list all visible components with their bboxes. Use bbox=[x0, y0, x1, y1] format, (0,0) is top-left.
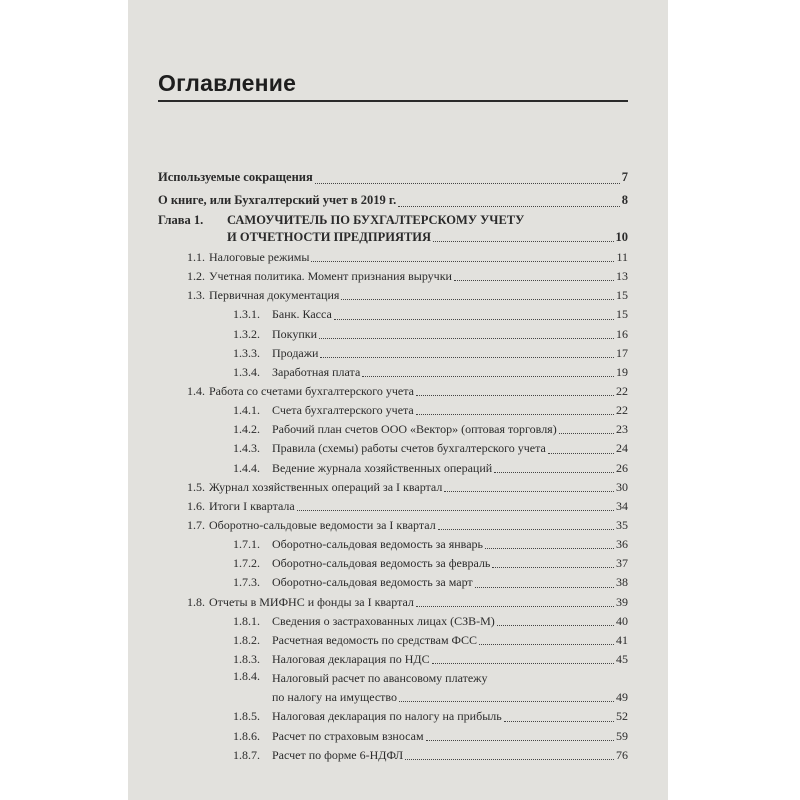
toc-entry-page: 35 bbox=[616, 517, 628, 532]
toc-entry-number: 1.6. bbox=[187, 498, 205, 513]
chapter-label: Глава 1. bbox=[158, 213, 204, 227]
toc-entry[interactable] bbox=[158, 593, 628, 612]
toc-entry-page: 52 bbox=[616, 709, 628, 724]
toc-entry-page: 26 bbox=[616, 460, 628, 475]
toc-entry-title: Продажи bbox=[272, 345, 319, 360]
toc-entry-page: 24 bbox=[616, 441, 628, 456]
dot-leader bbox=[315, 183, 620, 184]
toc-entry-number: 1.3.3. bbox=[233, 345, 260, 360]
dot-leader bbox=[405, 759, 614, 760]
toc-entry-title: Оборотно-сальдовая ведомость за февраль bbox=[272, 556, 491, 571]
toc-entry[interactable] bbox=[158, 516, 628, 535]
dot-leader bbox=[454, 280, 614, 281]
toc-entry[interactable] bbox=[158, 459, 628, 478]
toc-entry-title: Банк. Касса bbox=[272, 307, 332, 322]
toc-entry-title: Сведения о застрахованных лицах (СЗВ-М) bbox=[272, 613, 495, 628]
toc-entry-title: Расчетная ведомость по средствам ФСС bbox=[272, 632, 478, 647]
toc-entry-number: 1.4.1. bbox=[233, 403, 260, 418]
toc-entry-title: Оборотно-сальдовая ведомость за март bbox=[272, 575, 473, 590]
toc-entry[interactable] bbox=[158, 286, 628, 305]
toc-entry-title: Счета бухгалтерского учета bbox=[272, 403, 414, 418]
toc-entry-number: 1.3.1. bbox=[233, 307, 260, 322]
toc-entry[interactable] bbox=[158, 554, 628, 573]
toc-entry-title: Рабочий план счетов ООО «Вектор» (оптовая торговля) bbox=[272, 422, 557, 437]
toc-entry[interactable] bbox=[158, 727, 628, 746]
toc-entry[interactable] bbox=[158, 707, 628, 726]
toc-entry-title: Первичная документация bbox=[209, 288, 340, 303]
toc-entry-page: 7 bbox=[621, 170, 628, 184]
toc-entry-page: 45 bbox=[616, 651, 628, 666]
toc-entry-title: Учетная политика. Момент признания выручки bbox=[209, 269, 452, 284]
toc-entry-page: 11 bbox=[616, 249, 628, 264]
toc-entry[interactable] bbox=[158, 166, 628, 189]
toc-entry-number: 1.4.3. bbox=[233, 441, 260, 456]
chapter-title-line2: И ОТЧЕТНОСТИ ПРЕДПРИЯТИЯ bbox=[227, 230, 432, 244]
toc-entry-number: 1.8.1. bbox=[233, 613, 260, 628]
toc-entry-title: О книге, или Бухгалтерский учет в 2019 г. bbox=[158, 193, 397, 207]
toc-entry-number: 1.4.2. bbox=[233, 422, 260, 437]
toc-entry[interactable] bbox=[158, 344, 628, 363]
dot-leader bbox=[492, 567, 614, 568]
chapter-page: 10 bbox=[615, 230, 628, 244]
toc-entry-page: 36 bbox=[616, 537, 628, 552]
toc-entry-title: Расчет по страховым взносам bbox=[272, 728, 424, 743]
dot-leader bbox=[432, 663, 614, 664]
toc-entry-number: 1.8.6. bbox=[233, 728, 260, 743]
toc-entry[interactable] bbox=[158, 650, 628, 669]
dot-leader bbox=[311, 261, 614, 262]
dot-leader bbox=[341, 299, 614, 300]
title-rule bbox=[158, 100, 628, 102]
toc-entry-title: Ведение журнала хозяйственных операций bbox=[272, 460, 493, 475]
dot-leader bbox=[433, 241, 613, 242]
toc-entry[interactable] bbox=[158, 325, 628, 344]
toc-entry[interactable] bbox=[158, 248, 628, 267]
toc-entry-page: 34 bbox=[616, 498, 628, 513]
toc-entry-page: 17 bbox=[616, 345, 628, 360]
page-title: Оглавление bbox=[158, 70, 297, 96]
toc-entry-page: 15 bbox=[616, 307, 628, 322]
toc-entry-number: 1.8.2. bbox=[233, 632, 260, 647]
toc-entry[interactable] bbox=[158, 420, 628, 439]
toc-entry-title: Налоговая декларация по налогу на прибыль bbox=[272, 709, 502, 724]
toc-entry-page: 41 bbox=[616, 632, 628, 647]
toc-entry[interactable] bbox=[158, 573, 628, 592]
dot-leader bbox=[416, 414, 614, 415]
toc-entry-number: 1.2. bbox=[187, 269, 205, 284]
toc-entry-title: Правила (схемы) работы счетов бухгалтерского учета bbox=[272, 441, 546, 456]
toc-entry[interactable] bbox=[158, 439, 628, 458]
dot-leader bbox=[319, 338, 614, 339]
dot-leader bbox=[475, 587, 614, 588]
toc-entry-page: 22 bbox=[616, 383, 628, 398]
toc-entry-page: 23 bbox=[616, 422, 628, 437]
toc-entry[interactable] bbox=[158, 189, 628, 212]
toc-entry-number: 1.8.7. bbox=[233, 747, 260, 762]
toc-entry-page: 76 bbox=[616, 747, 628, 762]
toc-entry-page: 49 bbox=[616, 690, 628, 705]
toc-entry-page: 8 bbox=[621, 193, 628, 207]
toc-entry-page: 37 bbox=[616, 556, 628, 571]
toc-entry-page: 30 bbox=[616, 479, 628, 494]
toc-entry-title: Покупки bbox=[272, 326, 317, 341]
toc-entry-title: Заработная плата bbox=[272, 364, 361, 379]
toc-entry-page: 39 bbox=[616, 594, 628, 609]
toc-entry-page: 40 bbox=[616, 613, 628, 628]
dot-leader bbox=[362, 376, 614, 377]
toc-entry-number: 1.7.1. bbox=[233, 537, 260, 552]
toc-entry[interactable] bbox=[158, 382, 628, 401]
dot-leader bbox=[297, 510, 614, 511]
toc-entry-number: 1.4.4. bbox=[233, 460, 260, 475]
toc-entry-title-cont: по налогу на имущество bbox=[272, 690, 397, 705]
toc-entry-title: Отчеты в МИФНС и фонды за I квартал bbox=[209, 594, 414, 609]
toc-entry-number: 1.7.2. bbox=[233, 556, 260, 571]
toc-entry-number: 1.3. bbox=[187, 288, 205, 303]
dot-leader bbox=[426, 740, 614, 741]
toc-entry-number: 1.8.5. bbox=[233, 709, 260, 724]
dot-leader bbox=[548, 453, 614, 454]
dot-leader bbox=[416, 606, 614, 607]
toc-entry-number: 1.8. bbox=[187, 594, 205, 609]
dot-leader bbox=[479, 644, 614, 645]
toc-entry[interactable] bbox=[158, 305, 628, 324]
toc-entry[interactable] bbox=[158, 746, 628, 765]
toc-entry-title: Оборотно-сальдовая ведомость за январь bbox=[272, 537, 483, 552]
toc-entry-title: Оборотно-сальдовые ведомости за I квартал bbox=[209, 517, 436, 532]
dot-leader bbox=[320, 357, 614, 358]
toc-entry[interactable] bbox=[158, 363, 628, 382]
table-of-contents bbox=[158, 166, 628, 765]
chapter-title-line1: САМОУЧИТЕЛЬ ПО БУХГАЛТЕРСКОМУ УЧЕТУ bbox=[227, 213, 525, 227]
toc-entry-page: 13 bbox=[616, 269, 628, 284]
toc-entry-page: 15 bbox=[616, 288, 628, 303]
toc-entry[interactable] bbox=[158, 497, 628, 516]
toc-entry[interactable] bbox=[158, 478, 628, 497]
toc-entry-title: Используемые сокращения bbox=[158, 170, 313, 184]
dot-leader bbox=[398, 206, 620, 207]
toc-entry-page: 22 bbox=[616, 403, 628, 418]
toc-entry-title: Налоговая декларация по НДС bbox=[272, 651, 430, 666]
dot-leader bbox=[497, 625, 614, 626]
toc-entry-title: Журнал хозяйственных операций за I квартал bbox=[209, 479, 443, 494]
dot-leader bbox=[438, 529, 614, 530]
toc-chapter-entry[interactable] bbox=[158, 212, 628, 246]
toc-entry[interactable] bbox=[158, 535, 628, 554]
toc-entry[interactable] bbox=[158, 631, 628, 650]
toc-entry-title: Налоговые режимы bbox=[209, 249, 310, 264]
dot-leader bbox=[416, 395, 614, 396]
toc-entry-title: Работа со счетами бухгалтерского учета bbox=[209, 383, 414, 398]
dot-leader bbox=[485, 548, 614, 549]
toc-entry-number: 1.1. bbox=[187, 249, 205, 264]
dot-leader bbox=[399, 701, 614, 702]
toc-entry-number: 1.8.4. bbox=[233, 669, 260, 684]
toc-entry-number: 1.3.2. bbox=[233, 326, 260, 341]
toc-entry-title: Итоги I квартала bbox=[209, 498, 295, 513]
toc-entry-title: Расчет по форме 6-НДФЛ bbox=[272, 747, 404, 762]
dot-leader bbox=[334, 319, 614, 320]
toc-entry-number: 1.8.3. bbox=[233, 651, 260, 666]
dot-leader bbox=[559, 433, 614, 434]
toc-entry-page: 19 bbox=[616, 364, 628, 379]
toc-entry[interactable] bbox=[158, 669, 628, 707]
toc-entry-number: 1.4. bbox=[187, 383, 205, 398]
dot-leader bbox=[444, 491, 614, 492]
dot-leader bbox=[504, 721, 614, 722]
toc-entry[interactable] bbox=[158, 401, 628, 420]
toc-entry[interactable] bbox=[158, 612, 628, 631]
toc-entry-page: 59 bbox=[616, 728, 628, 743]
toc-entry-page: 16 bbox=[616, 326, 628, 341]
dot-leader bbox=[494, 472, 614, 473]
toc-entry-number: 1.3.4. bbox=[233, 364, 260, 379]
toc-entry-title: Налоговый расчет по авансовому платежу bbox=[272, 671, 488, 686]
toc-entry[interactable] bbox=[158, 267, 628, 286]
toc-entry-number: 1.7. bbox=[187, 517, 205, 532]
toc-entry-number: 1.5. bbox=[187, 479, 205, 494]
toc-entry-page: 38 bbox=[616, 575, 628, 590]
toc-entry-number: 1.7.3. bbox=[233, 575, 260, 590]
